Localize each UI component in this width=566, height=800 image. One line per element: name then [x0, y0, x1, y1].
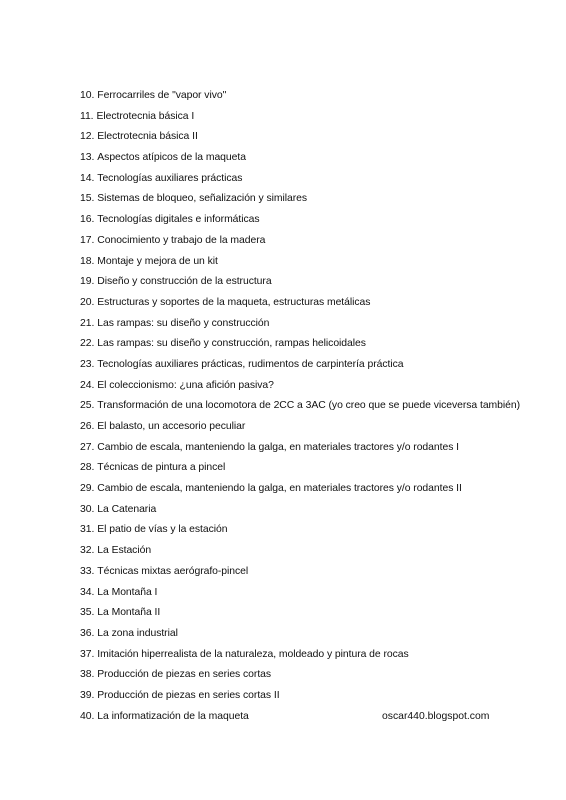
item-title: Cambio de escala, manteniendo la galga, en materiales tractores y/o rodantes II	[97, 483, 462, 495]
list-item	[80, 355, 500, 376]
list-item	[80, 127, 500, 148]
item-title: La Montaña II	[97, 607, 161, 619]
list-item	[80, 417, 500, 438]
item-title: La informatización de la maqueta	[97, 710, 249, 722]
item-number: 24.	[80, 379, 95, 391]
item-number: 19.	[80, 276, 95, 288]
item-number: 33.	[80, 565, 95, 577]
item-number: 37.	[80, 648, 95, 660]
item-number: 36.	[80, 627, 95, 639]
item-number: 13.	[80, 152, 95, 164]
item-title: El balasto, un accesorio peculiar	[97, 421, 246, 432]
item-title: Aspectos atípicos de la maqueta	[97, 152, 246, 164]
item-number: 17.	[80, 234, 95, 246]
blog-url: oscar440.blogspot.com	[382, 711, 490, 722]
list-item	[80, 541, 500, 562]
item-title: Montaje y mejora de un kit	[97, 255, 218, 267]
item-title: Producción de piezas en series cortas	[97, 669, 272, 681]
item-title: Electrotecnia básica II	[97, 131, 198, 143]
item-number: 28.	[80, 462, 95, 474]
item-title: Diseño y construcción de la estructura	[97, 276, 272, 288]
list-item	[80, 562, 500, 583]
item-title: Tecnologías auxiliares prácticas	[97, 172, 243, 184]
item-title: Ferrocarriles de "vapor vivo"	[97, 90, 227, 101]
item-title: Tecnologías digitales e informáticas	[97, 214, 260, 226]
item-title: Producción de piezas en series cortas II	[97, 689, 280, 701]
item-title: Conocimiento y trabajo de la madera	[97, 234, 266, 246]
item-number: 21.	[80, 317, 95, 329]
list-item	[80, 189, 500, 210]
item-title: Imitación hiperrealista de la naturaleza, moldeado y pintura de rocas	[97, 648, 409, 660]
item-title: El patio de vías y la estación	[97, 524, 228, 536]
list-item	[80, 376, 500, 397]
list-item	[80, 314, 500, 335]
list-item	[80, 86, 500, 107]
list-item	[80, 479, 500, 500]
item-number: 30.	[80, 503, 95, 515]
item-number: 27.	[80, 441, 95, 453]
item-title: La Montaña I	[97, 586, 158, 598]
list-item	[80, 686, 500, 707]
item-number: 14.	[80, 172, 95, 184]
list-item	[80, 334, 500, 355]
list-item	[80, 583, 500, 604]
item-number: 10.	[80, 90, 95, 101]
item-number: 18.	[80, 255, 95, 267]
item-title: Sistemas de bloqueo, señalización y similares	[97, 193, 308, 205]
list-item	[80, 252, 500, 273]
item-number: 22.	[80, 338, 95, 350]
list-item	[80, 603, 500, 624]
list-item	[80, 293, 500, 314]
list-item	[80, 458, 500, 479]
item-title: Las rampas: su diseño y construcción	[97, 317, 270, 329]
item-title: La Estación	[97, 545, 152, 557]
item-title: Técnicas de pintura a pincel	[97, 462, 226, 474]
item-number: 15.	[80, 193, 95, 205]
list-item	[80, 169, 500, 190]
item-number: 35.	[80, 607, 95, 619]
item-number: 12.	[80, 131, 95, 143]
list-item	[80, 500, 500, 521]
item-number: 31.	[80, 524, 95, 536]
list-item	[80, 231, 500, 252]
item-title: La zona industrial	[97, 627, 178, 639]
list-item	[80, 272, 500, 293]
item-title: Tecnologías auxiliares prácticas, rudimentos de carpintería práctica	[97, 358, 404, 370]
item-number: 38.	[80, 669, 95, 681]
list-item	[80, 210, 500, 231]
item-number: 26.	[80, 421, 95, 432]
list-item	[80, 624, 500, 645]
list-item	[80, 107, 500, 128]
item-title: Las rampas: su diseño y construcción, rampas helicoidales	[97, 338, 366, 350]
item-number: 23.	[80, 358, 95, 370]
item-title: Electrotecnia básica I	[96, 110, 195, 122]
item-title: El coleccionismo: ¿una afición pasiva?	[97, 379, 274, 391]
item-number: 20.	[80, 296, 95, 308]
item-title: Estructuras y soportes de la maqueta, estructuras metálicas	[97, 296, 371, 308]
list-item	[80, 520, 500, 541]
list-item	[80, 645, 500, 666]
item-number: 32.	[80, 545, 95, 557]
list-item	[80, 438, 500, 459]
item-number: 34.	[80, 586, 95, 598]
item-number: 16.	[80, 214, 95, 226]
item-title: Técnicas mixtas aerógrafo-pincel	[97, 565, 249, 577]
item-title: Cambio de escala, manteniendo la galga, en materiales tractores y/o rodantes I	[97, 441, 460, 453]
item-number: 40.	[80, 710, 95, 722]
item-number: 25.	[80, 400, 95, 412]
item-number: 29.	[80, 483, 95, 495]
item-title: La Catenaria	[97, 503, 157, 515]
list-item	[80, 396, 521, 417]
list-item	[80, 665, 500, 686]
item-title: Transformación de una locomotora de 2CC a 3AC (yo creo que se puede viceversa también)	[97, 400, 521, 412]
list-item	[80, 148, 500, 169]
item-number: 39.	[80, 689, 95, 701]
item-number: 11.	[80, 110, 94, 122]
topic-list	[80, 86, 521, 727]
